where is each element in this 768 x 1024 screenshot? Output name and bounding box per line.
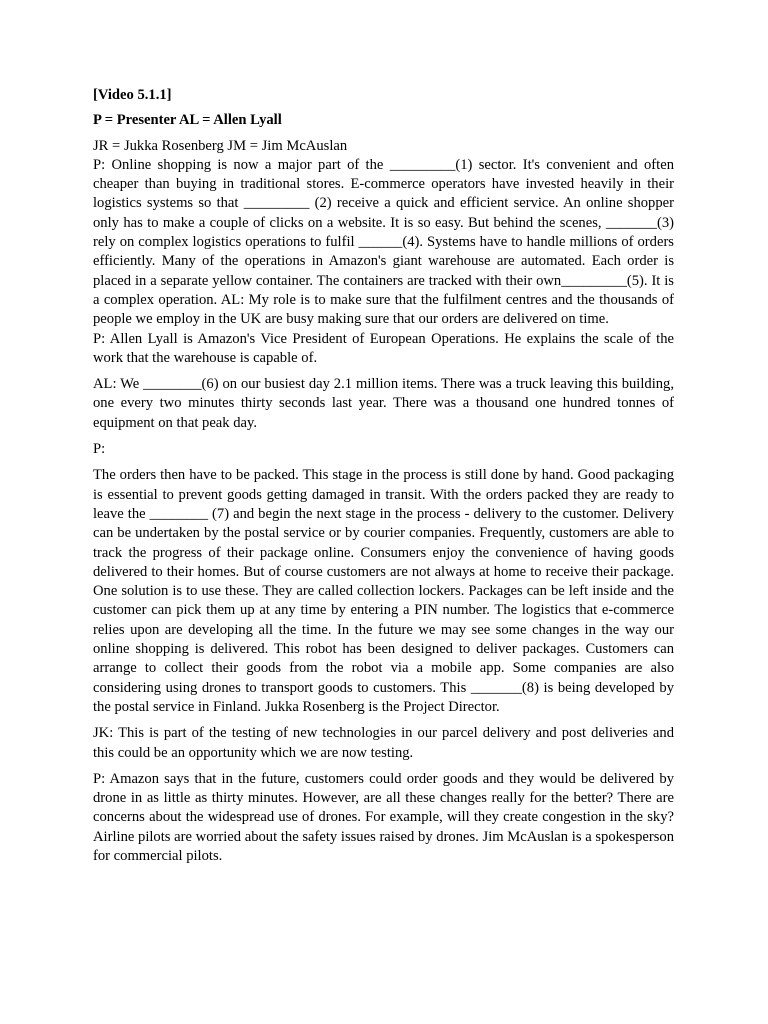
paragraph-drones: P: Amazon says that in the future, customers could order goods and they would be delivered by drone in as little as thirty minutes. However, are all these changes really for the better? There are concerns about the widespread use of drones. For example, will they create congestion in the sky? Airline pilots are worried about the safety issues raised by drones. Jim McAuslan is a spokesperson for commercial pilots.: [93, 770, 674, 864]
paragraph-intro: P: Online shopping is now a major part of the _________(1) sector. It's convenient and often cheaper than buying in traditional stores. E-commerce operators have invested heavily in their logistics systems so that _________ (2) receive a quick and efficient service. An online shopper only has to make a couple of clicks on a website. It is so easy. But behind the scenes, _______(3) rely on complex logistics operations to fulfil ______(4). Systems have to handle millions of orders efficiently. Many of the operations in Amazon's giant warehouse are automated. Each order is placed in a separate yellow container. The containers are tracked with their own_________(5). It is a complex operation. AL: My role is to make sure that the fulfilment centres and the thousands of people we employ in the UK are busy making sure that our orders are delivered on time.: [93, 156, 674, 328]
paragraph-al-quote: AL: We ________(6) on our busiest day 2.1 million items. There was a truck leaving this building, one every two minutes thirty seconds last year. There was a thousand one hundred tonnes of equipment on that peak day.: [93, 376, 674, 431]
speaker-key-line-1: P = Presenter AL = Allen Lyall: [93, 112, 282, 129]
paragraph-jk-quote: JK: This is part of the testing of new technologies in our parcel delivery and post deliveries and this could be an opportunity which we are now testing.: [93, 725, 674, 761]
speaker-key-line-2: JR = Jukka Rosenberg JM = Jim McAuslan: [93, 137, 348, 154]
document-page: [93, 86, 674, 866]
paragraph-allen-lyall-intro: P: Allen Lyall is Amazon's Vice President of European Operations. He explains the scale of the work that the warehouse is capable of.: [93, 330, 674, 366]
paragraph-delivery: The orders then have to be packed. This stage in the process is still done by hand. Good packaging is essential to prevent goods getting damaged in transit. With the orders packed they are ready to leave the ________ (7) and begin the next stage in the process - delivery to the customer. Delivery can be undertaken by the postal service or by courier companies. Frequently, customers are able to track the progress of their package online. Consumers enjoy the convenience of having goods delivered to their homes. But of course customers are not always at home to receive their package. One solution is to use these. They are called collection lockers. Packages can be left inside and the customer can pick them up at any time by entering a PIN number. The logistics that e-commerce relies upon are developing all the time. In the future we may see some changes in the way our online shopping is delivered. This robot has been designed to deliver packages. Customers can arrange to collect their goods from the robot via a mobile app. Some companies are also considering using drones to transport goods to customers. This _______(8) is being developed by the postal service in Finland. Jukka Rosenberg is the Project Director.: [93, 467, 674, 715]
document-title: [Video 5.1.1]: [93, 87, 172, 103]
paragraph-presenter-label: P:: [93, 441, 106, 458]
